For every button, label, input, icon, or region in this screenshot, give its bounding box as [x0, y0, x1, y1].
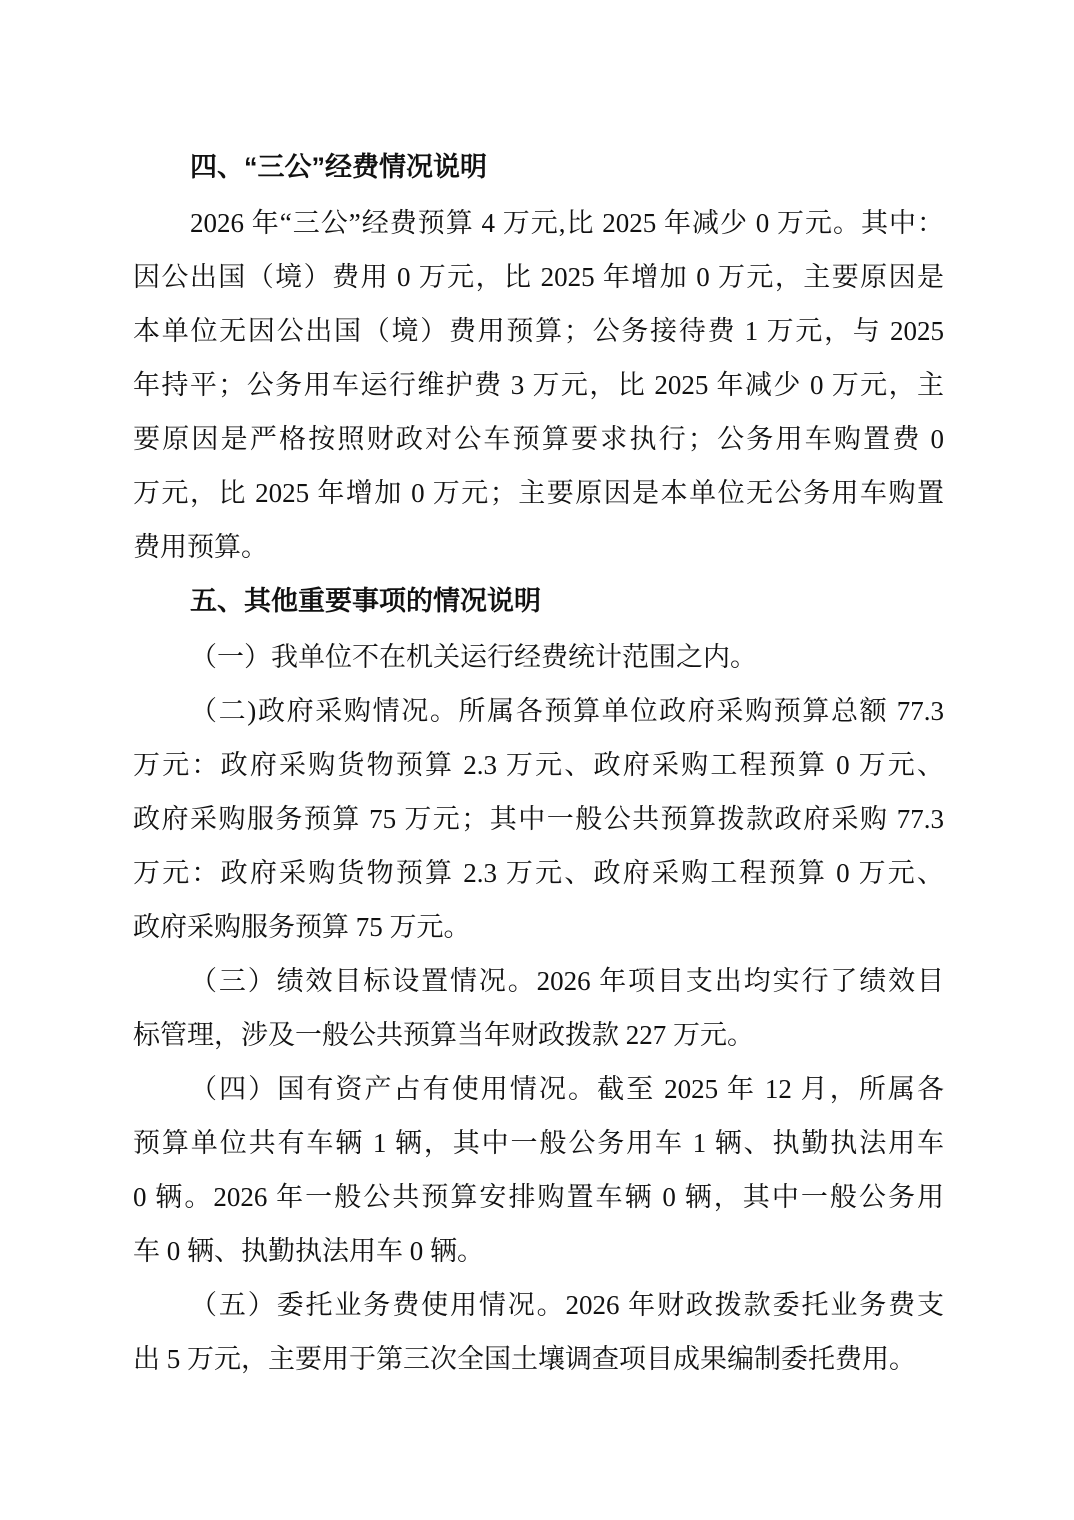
text-line: （三）绩效目标设置情况。2026 年项目支出均实行了绩效目	[190, 966, 944, 996]
text-line: 0 辆。2026 年一般公共预算安排购置车辆 0 辆，其中一般公务用	[133, 1182, 944, 1212]
paragraph	[133, 954, 944, 1062]
text-line: 政府采购服务预算 75 万元；其中一般公共预算拨款政府采购 77.3	[133, 804, 944, 834]
text-line: 万元：政府采购货物预算 2.3 万元、政府采购工程预算 0 万元、	[133, 750, 944, 780]
text-line: 2026 年“三公”经费预算 4 万元,比 2025 年减少 0 万元。其中：	[190, 208, 944, 238]
text-line: 本单位无因公出国（境）费用预算；公务接待费 1 万元，与 2025	[133, 316, 944, 346]
text-line: 预算单位共有车辆 1 辆，其中一般公务用车 1 辆、执勤执法用车	[133, 1128, 944, 1158]
paragraph	[133, 630, 944, 684]
text-line: 五、其他重要事项的情况说明	[190, 586, 541, 616]
text-line: 万元，比 2025 年增加 0 万元；主要原因是本单位无公务用车购置	[133, 478, 944, 508]
text-line: 车 0 辆、执勤执法用车 0 辆。	[133, 1236, 484, 1266]
paragraph	[133, 684, 944, 954]
text-line: 四、“三公”经费情况说明	[190, 152, 487, 182]
text-line: 出 5 万元，主要用于第三次全国土壤调查项目成果编制委托费用。	[133, 1344, 916, 1374]
text-line: 要原因是严格按照财政对公车预算要求执行；公务用车购置费 0	[133, 424, 944, 454]
text-line: （五）委托业务费使用情况。2026 年财政拨款委托业务费支	[190, 1290, 944, 1320]
document-page	[133, 140, 944, 1386]
text-line: 费用预算。	[133, 532, 268, 562]
section-heading	[133, 574, 944, 630]
text-line: 万元：政府采购货物预算 2.3 万元、政府采购工程预算 0 万元、	[133, 858, 944, 888]
text-line: （二)政府采购情况。所属各预算单位政府采购预算总额 77.3	[190, 696, 944, 726]
text-line: 标管理，涉及一般公共预算当年财政拨款 227 万元。	[133, 1020, 754, 1050]
text-line: （四）国有资产占有使用情况。截至 2025 年 12 月，所属各	[190, 1074, 944, 1104]
text-line: 年持平；公务用车运行维护费 3 万元，比 2025 年减少 0 万元，主	[133, 370, 944, 400]
text-line: 政府采购服务预算 75 万元。	[133, 912, 471, 942]
paragraph	[133, 1278, 944, 1386]
section-heading	[133, 140, 944, 196]
text-line: （一）我单位不在机关运行经费统计范围之内。	[190, 642, 757, 672]
paragraph	[133, 196, 944, 574]
text-line: 因公出国（境）费用 0 万元，比 2025 年增加 0 万元，主要原因是	[133, 262, 944, 292]
paragraph	[133, 1062, 944, 1278]
